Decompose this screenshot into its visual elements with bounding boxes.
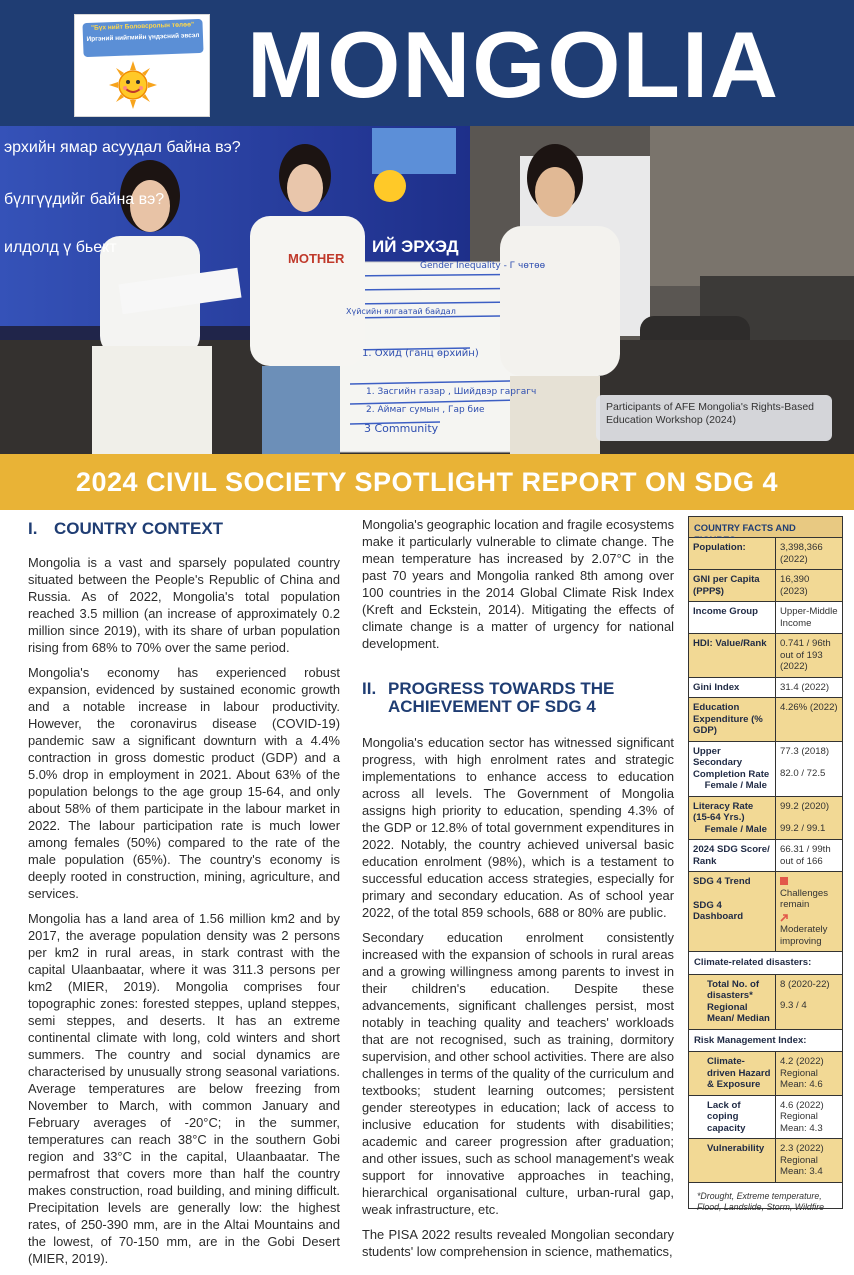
- facts-label-sub: Female / Male: [704, 780, 767, 791]
- facts-row-population: [689, 538, 842, 570]
- risk-management-header: Risk Management Index:: [689, 1030, 842, 1053]
- facts-value: 2.3 (2022) Regional Mean: 3.4: [776, 1139, 842, 1182]
- facts-label: Income Group: [689, 602, 776, 633]
- facts-label: HDI: Value/Rank: [689, 634, 776, 677]
- facts-label: Vulnerability: [689, 1139, 776, 1182]
- facts-value: [776, 975, 842, 1029]
- facts-label: GNI per Capita (PPP$): [689, 570, 776, 601]
- facts-value-1: 99.2 (2020): [780, 800, 830, 812]
- facts-label: 2024 SDG Score/ Rank: [689, 840, 776, 871]
- section-2-heading: [362, 680, 674, 716]
- poster-line-4: 1. Засгийн газар , Шийдвэр гаргагч: [366, 387, 537, 397]
- paragraph: Mongolia's geographic location and fragile ecosystems make it particularly vulnerable to climate change. The mean temperature has increased by 2.07°C in the past 70 years and Mongolia ranked 8th among over 100 countries in the 2014 Global Climate Risk Index (Kreft and Eckstein, 2014). Mitigating the effects of climate change is a matter of urgency for national development.: [362, 517, 675, 651]
- country-facts-table: [688, 516, 843, 1212]
- facts-label: [689, 742, 776, 796]
- logo-line-2: Иргэний нийгмийн үндэсний эвсэл: [86, 32, 200, 43]
- facts-value: [776, 872, 842, 951]
- logo-line-1: "Бүх нийт Боловсролын төлөө": [90, 21, 195, 32]
- facts-value: 4.2 (2022) Regional Mean: 4.6: [776, 1052, 842, 1095]
- header-bar: [0, 0, 854, 126]
- facts-row-disasters: [689, 975, 842, 1030]
- facts-label: Lack of coping capacity: [689, 1096, 776, 1139]
- report-title: 2024 CIVIL SOCIETY SPOTLIGHT REPORT ON SDG 4: [75, 467, 779, 497]
- paragraph: Mongolia is a vast and sparsely populated country situated between the People's Republic of China and Russia. As of 2022, Mongolia's total population reached 3.5 million (an increase of approximately 0.2 million since 2019), with its share of urban population rising from 68% to 70% over the same period.: [28, 555, 340, 655]
- section-2-number: II.: [362, 679, 377, 698]
- facts-value: Upper-Middle Income: [776, 602, 842, 633]
- facts-value: 16,390 (2023): [776, 570, 842, 601]
- arrow-up-right-icon: [780, 914, 788, 922]
- poster-line-1: Gender Inequality - Г чөтөө: [420, 261, 546, 271]
- facts-row-gni: [689, 570, 842, 602]
- facts-row-literacy: [689, 797, 842, 841]
- facts-row-edu-expenditure: [689, 698, 842, 742]
- photo-caption: Participants of AFE Mongolia's Rights-Based Education Workshop (2024): [596, 395, 832, 441]
- facts-row-hdi: [689, 634, 842, 678]
- facts-label: Education Expenditure (% GDP): [689, 698, 776, 741]
- facts-label-main: Literacy Rate (15-64 Yrs.): [693, 800, 754, 823]
- facts-value: 31.4 (2022): [776, 678, 842, 698]
- challenges-square-icon: [780, 877, 788, 885]
- paragraph: Secondary education enrolment consistently increased with the expansion of schools in rural areas and a growing willingness among parents to invest in their children's education. Despite these advancements, significant challenges persist, most notably in teaching quality and teachers' workloads that are not recognised, such as training, dormitory supervision, and other school activities. There are also challenges in terms of the quality of the curriculum and textbooks; student learning outcomes; persistent gender stereotypes in education; lack of access to inclusive education for students with disabilities; academic and career progression after graduation; and other issues, such as school management's weak support for innovative approaches in teaching, hierarchical organisational culture, urban-rural gap, weak infrastructure, etc.: [362, 930, 674, 1217]
- facts-label-trend: SDG 4 Trend: [693, 876, 751, 887]
- facts-label: [689, 797, 776, 840]
- facts-value-1: 77.3 (2018): [780, 745, 830, 757]
- section-2-title: PROGRESS TOWARDS THE ACHIEVEMENT OF SDG 4: [388, 679, 615, 716]
- facts-value-2: 82.0 / 72.5: [780, 768, 826, 779]
- report-banner: [0, 454, 854, 510]
- climate-disasters-header: Climate-related disasters:: [689, 952, 842, 975]
- column-middle: [362, 516, 674, 1268]
- screen-text-4: ИЙ ЭРХЭД: [372, 237, 459, 256]
- facts-row-income: [689, 602, 842, 634]
- facts-label-main: Upper Secondary Completion Rate: [693, 745, 770, 780]
- facts-label: Total No. of disasters* Regional Mean/ Median: [689, 975, 776, 1029]
- facts-label: Climate-driven Hazard & Exposure: [689, 1052, 776, 1095]
- screen-text-3: илдолд ү бьект: [4, 239, 117, 256]
- poster-line-5: 2. Аймаг сумын , Гар бие: [366, 405, 485, 415]
- sun-mascot-icon: [109, 61, 157, 109]
- section-1-heading: [28, 520, 340, 538]
- organisation-logo: [74, 14, 210, 117]
- facts-row-upper-secondary: [689, 742, 842, 797]
- facts-row-sdg-score: [689, 840, 842, 872]
- trend-value: Challenges remain: [780, 887, 829, 910]
- paragraph: Mongolia's education sector has witnessed significant progress, with high enrolment rates and strategic implementations to enhance access to education across all levels. The Government of Mongolia assigns high priority to education, spending 4.3% of the GDP or 12.8% of total government expenditures in 2022. Notably, the country achieved universal basic education enrolment (98%), which is a testament to successful education access strategies, especially for primary and secondary education. As of school year 2022, of the total 859 schools, 688 or 80% are public.: [362, 735, 674, 920]
- facts-title: COUNTRY FACTS AND: [689, 517, 842, 538]
- facts-value: 4.6 (2022) Regional Mean: 4.3: [776, 1096, 842, 1139]
- facts-label-sub: Female / Male: [704, 823, 767, 835]
- facts-value-2: 9.3 / 4: [780, 1000, 807, 1011]
- poster-line-3: 1. Охид (ганц өрхийн): [362, 348, 479, 359]
- facts-value: 3,398,366 (2022): [776, 538, 842, 569]
- facts-row-gini: [689, 678, 842, 699]
- facts-label: [689, 872, 776, 951]
- facts-row-sdg4: [689, 872, 842, 952]
- column-left: [28, 516, 340, 1275]
- facts-footnote: *Drought, Extreme temperature, Flood, Landslide, Storm, Wildfire: [697, 1190, 825, 1212]
- page-title: MONGOLIA: [247, 12, 780, 117]
- logo-banner: [82, 19, 203, 57]
- workshop-photo: [0, 126, 854, 454]
- poster-line-2: Хүйсийн ялгаатай байдал: [346, 307, 456, 316]
- facts-label: Gini Index: [689, 678, 776, 698]
- section-1-title: COUNTRY CONTEXT: [54, 519, 224, 538]
- screen-text-1: эрхийн ямар асуудал байна вэ?: [4, 139, 241, 156]
- facts-value-2: 99.2 / 99.1: [780, 823, 826, 834]
- screen-text-2: бүлгүүдийг байна вэ?: [4, 191, 165, 208]
- facts-value: [776, 742, 842, 796]
- shirt-text: MOTHER: [288, 251, 345, 266]
- facts-value: 4.26% (2022): [776, 698, 842, 741]
- paragraph: Mongolia has a land area of 1.56 million km2 and by 2017, the average population density was 2 persons per km2 in rural areas, in stark contrast with the capital Ulaanbaatar, where it was 311.3 persons per km2 (MIER, 2019). Mongolia comprises four topographic zones: forested steppes, upland steppes, semi steppes, and deserts. It has an extreme continental climate with long, cold winters and short summers. The country and social dynamics are characterised by unusually strong seasonal variations. Average temperatures are below freezing from November to March, with common January and February averages of -20°C; in the summer, temperatures can reach 38°C in the southern Gobi region and 33°C in the capital, Ulaanbaatar. The permafrost that covers more than half the country makes construction, road building, and mining difficult. Precipitation levels are generally low: the highest rates, of 250-390 mm, are in the Altai Mountains and the lowest, of 70-150 mm, are in the Gobi Desert (MIER, 2019).: [28, 911, 340, 1266]
- section-1-number: I.: [28, 519, 38, 538]
- facts-label: Population:: [689, 538, 776, 569]
- facts-row-hazard: [689, 1052, 842, 1096]
- facts-value: [776, 797, 842, 840]
- facts-label-dashboard: SDG 4 Dashboard: [693, 899, 744, 922]
- facts-value: 66.31 / 99th out of 166: [776, 840, 842, 871]
- facts-value: 0.741 / 96th out of 193 (2022): [776, 634, 842, 677]
- facts-row-vulnerability: [689, 1139, 842, 1183]
- facts-value-1: 8 (2020-22): [780, 978, 830, 990]
- paragraph: The PISA 2022 results revealed Mongolian secondary students' low comprehension in science, mathematics,: [362, 1227, 674, 1259]
- poster-line-6: 3 Community: [364, 422, 439, 435]
- dashboard-value: Moderately improving: [780, 924, 828, 947]
- paragraph: Mongolia's economy has experienced robust expansion, evidenced by sustained economic growth and a notable increase in labour productivity. However, the coronavirus disease (COVID-19) pandemic saw a significant downturn with a 4.4% contraction in gross domestic product (GDP) and a 5.0% drop in employment in 2021. About 63% of the population belongs to the age group 15-64, and only about 58% of them participate in the labour market in 2022. The labour participation rate is much lower among females (50%) compared to the rate of the male population (65%). The country's economy is deeply rooted in construction, mining, agriculture, and services.: [28, 665, 340, 901]
- facts-row-coping: [689, 1096, 842, 1140]
